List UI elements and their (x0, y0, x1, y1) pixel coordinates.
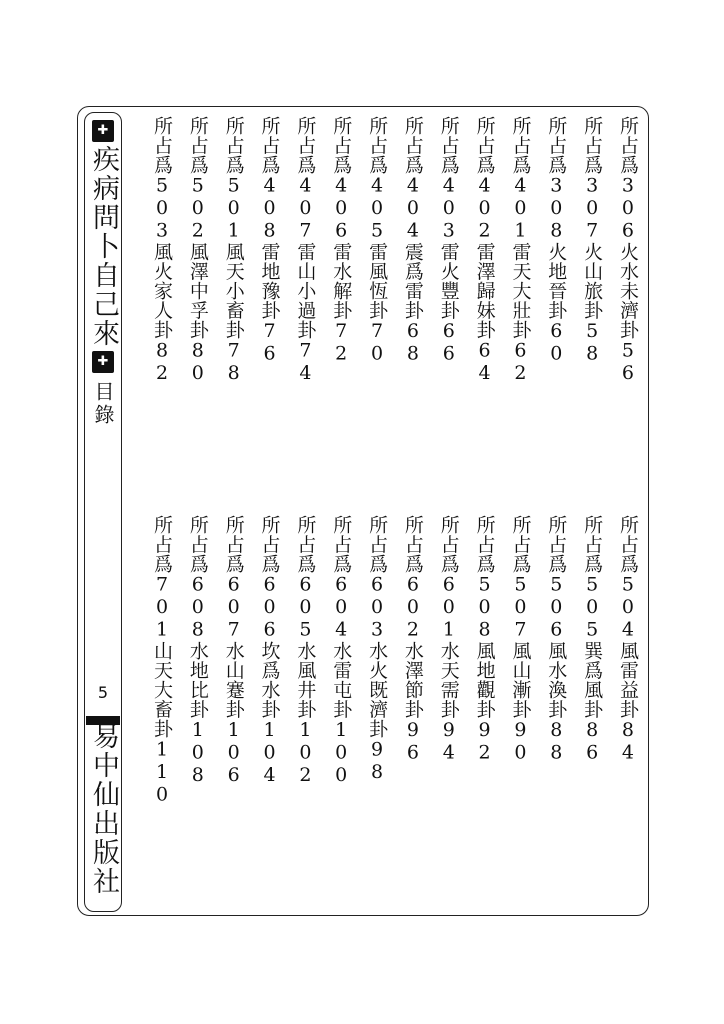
hand-cross-icon: ✚ (92, 351, 114, 373)
toc-entry: 所占爲308火地晉卦60 (545, 116, 568, 365)
toc-entry: 所占爲605水風井卦102 (294, 515, 317, 787)
toc-entry: 所占爲507風山漸卦90 (509, 515, 532, 764)
toc-entry: 所占爲603水火既濟卦98 (366, 515, 389, 784)
toc-entry: 所占爲601水天需卦94 (437, 515, 460, 764)
publisher-name: 易中仙出版社 (88, 722, 119, 896)
toc-entry: 所占爲506風水渙卦88 (545, 515, 568, 764)
section-label: 目錄 (91, 381, 115, 427)
toc-entry: 所占爲501風天小畜卦78 (222, 116, 245, 385)
page-number: 5 (97, 683, 109, 702)
toc-entry: 所占爲608水地比卦108 (186, 515, 209, 787)
hand-cross-icon: ✚ (92, 120, 114, 142)
sidebar-page-block (87, 683, 119, 702)
toc-entry: 所占爲404震爲雷卦68 (401, 116, 424, 365)
toc-entry: 所占爲407雷山小過卦74 (294, 116, 317, 385)
toc-lower-block (150, 515, 640, 915)
toc-entry: 所占爲307火山旅卦58 (581, 116, 604, 365)
toc-entry: 所占爲508風地觀卦92 (473, 515, 496, 764)
toc-entry: 所占爲607水山蹇卦106 (222, 515, 245, 787)
toc-entry: 所占爲604水雷屯卦100 (330, 515, 353, 787)
toc-entry: 所占爲701山天大畜卦110 (151, 515, 173, 806)
toc-entry: 所占爲402雷澤歸妹卦64 (473, 116, 496, 385)
toc-entry: 所占爲505巽爲風卦86 (581, 515, 604, 764)
toc-entry: 所占爲502風澤中孚卦80 (186, 116, 209, 385)
toc-entry: 所占爲401雷天大壯卦62 (509, 116, 532, 385)
toc-entry: 所占爲306火水未濟卦56 (616, 116, 639, 385)
toc-entry: 所占爲403雷火豐卦66 (437, 116, 460, 365)
book-title: 疾病問卜自己來 (88, 145, 119, 348)
toc-entry: 所占爲606坎爲水卦104 (258, 515, 281, 787)
toc-entry: 所占爲602水澤節卦96 (401, 515, 424, 764)
toc-entry: 所占爲504風雷益卦84 (616, 515, 639, 764)
toc-entry: 所占爲503風火家人卦82 (151, 116, 173, 385)
sidebar-publisher-block (87, 722, 119, 896)
toc-upper-block (150, 116, 640, 516)
toc-entry: 所占爲408雷地豫卦76 (258, 116, 281, 365)
toc-entry: 所占爲405雷風恆卦70 (366, 116, 389, 365)
toc-entry: 所占爲406雷水解卦72 (330, 116, 353, 365)
sidebar-title-block (87, 120, 119, 427)
